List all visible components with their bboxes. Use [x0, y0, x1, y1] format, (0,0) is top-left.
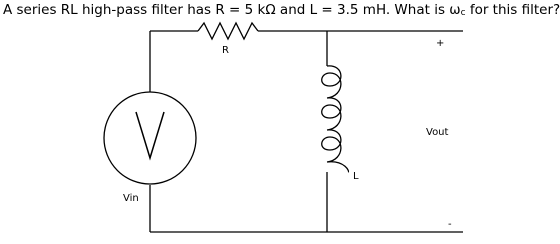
- question-text-end: for this filter?: [465, 2, 560, 18]
- source-label: Vin: [123, 193, 139, 204]
- resistor-icon: [198, 23, 258, 39]
- voltage-symbol-icon: [136, 112, 164, 158]
- inductor-icon: [322, 66, 349, 172]
- inductor-label: L: [353, 171, 359, 182]
- question-subscript: c: [460, 8, 466, 18]
- voltage-source-icon: [104, 92, 196, 184]
- output-plus-label: +: [436, 38, 445, 49]
- output-label: Vout: [426, 127, 449, 138]
- resistor-label: R: [222, 45, 229, 56]
- question-text-main: A series RL high-pass filter has R = 5 kΩ and L = 3.5 mH. What is ω: [3, 2, 461, 18]
- output-minus-label: -: [448, 219, 452, 230]
